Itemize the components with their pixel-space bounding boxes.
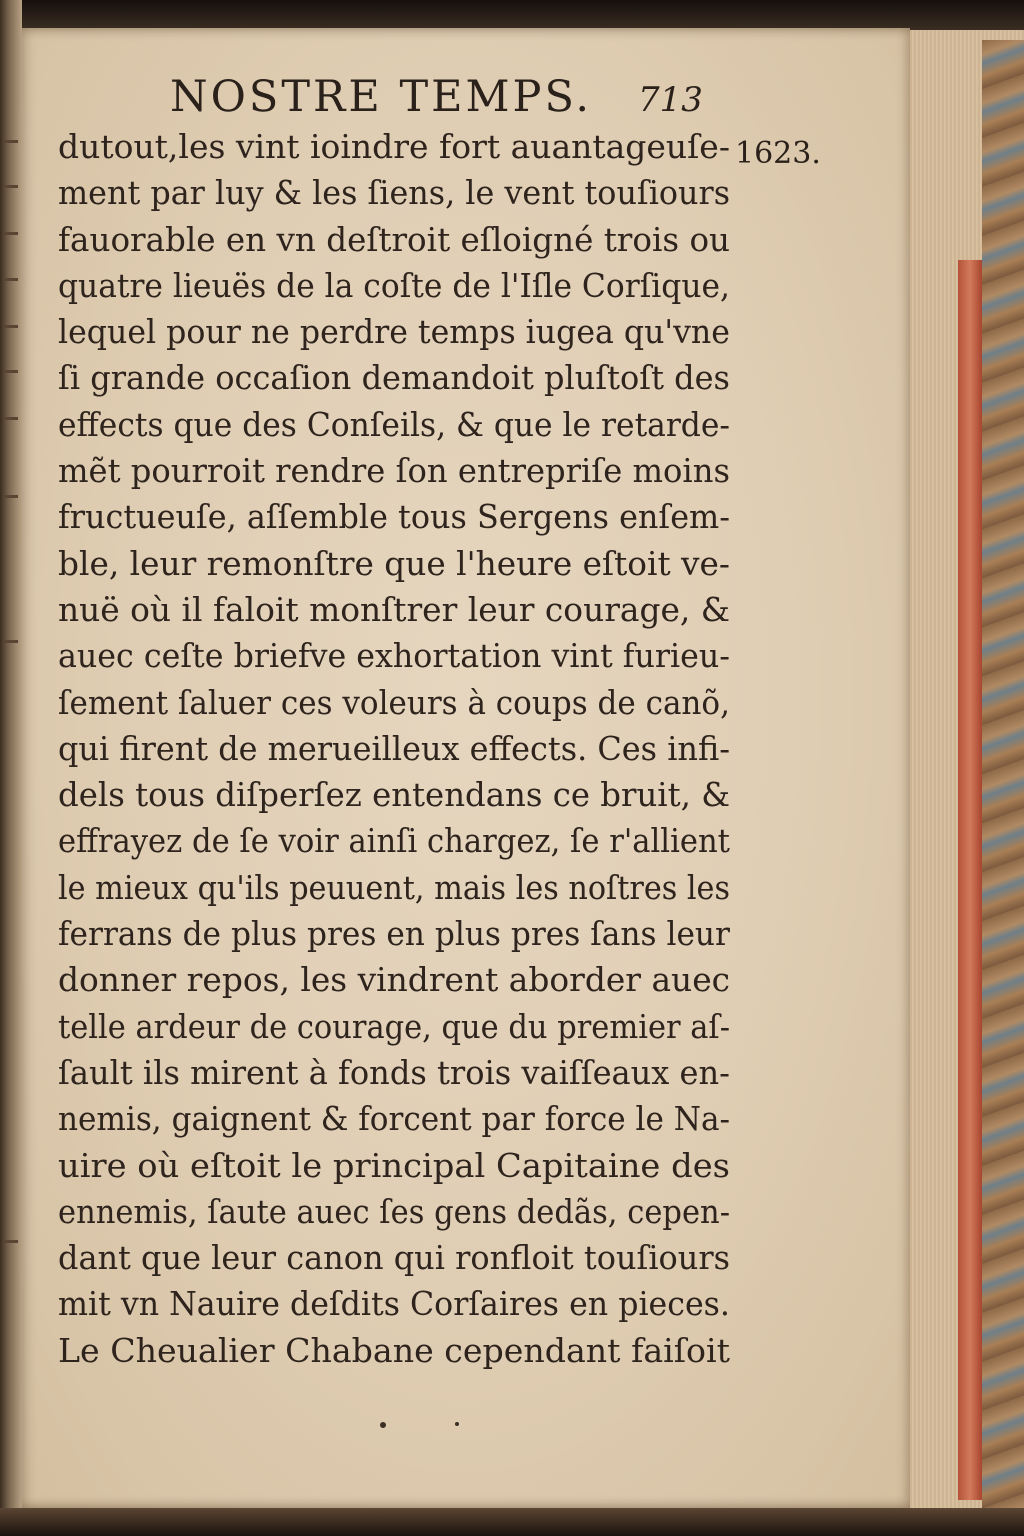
text-line-content: lequel pour ne perdre temps iugea qu'vne <box>58 312 730 352</box>
text-line-content: ble, leur remonſtre que l'heure eſtoit ve- <box>58 543 730 583</box>
text-line <box>58 541 738 587</box>
bottom-shadow <box>0 1508 1024 1536</box>
text-line-content: telle ardeur de courage, que du premier aſ- <box>58 1006 731 1046</box>
ink-speck <box>380 1422 386 1428</box>
sewing-mark <box>4 417 18 420</box>
text-line <box>58 1004 738 1050</box>
text-line-content: ennemis, ſaute auec ſes gens dedãs, cepen- <box>58 1191 731 1231</box>
text-line <box>58 402 738 448</box>
top-shadow <box>0 0 1024 30</box>
text-line-content: ſement ſaluer ces voleurs à coups de canõ, <box>58 682 730 722</box>
text-line-content: qui firent de merueilleux effects. Ces infi- <box>58 728 731 768</box>
sewing-mark <box>4 370 18 373</box>
text-line <box>58 217 738 263</box>
text-line-content: donner repos, les vindrent aborder auec <box>58 960 731 1000</box>
text-line <box>58 726 738 772</box>
sewing-mark <box>4 232 18 235</box>
text-line <box>58 1050 738 1096</box>
text-line-content: mẽt pourroit rendre ſon entrepriſe moins <box>58 451 730 491</box>
text-line-content: Le Cheualier Chabane cependant faiſoit <box>58 1330 730 1370</box>
sewing-mark <box>4 185 18 188</box>
text-line <box>58 957 738 1003</box>
text-line <box>58 448 738 494</box>
ink-speck <box>455 1422 459 1426</box>
text-line-content: auec ceſte briefve exhortation vint furieu- <box>58 636 730 676</box>
running-head <box>170 72 730 122</box>
text-line-content: effects que des Conſeils, & que le retarde- <box>58 404 730 444</box>
text-line-content: mit vn Nauire deſdits Corſaires en pieces. <box>58 1284 730 1324</box>
text-line <box>58 1281 738 1327</box>
sewing-mark <box>4 640 18 643</box>
sewing-mark <box>4 495 18 498</box>
text-line <box>58 494 738 540</box>
text-line <box>58 170 738 216</box>
body-text <box>58 124 738 1374</box>
text-line <box>58 1328 738 1374</box>
text-line-content: quatre lieuës de la coſte de l'Iſle Corſique, <box>58 265 730 305</box>
text-line-content: effrayez de ſe voir ainſi chargez, ſe r'allient <box>58 821 730 861</box>
page-number: 713 <box>638 80 703 120</box>
book-cover-edge <box>982 40 1024 1510</box>
text-line <box>58 263 738 309</box>
text-line <box>58 633 738 679</box>
text-line-content: ment par luy & les ſiens, le vent touſiours <box>58 173 731 213</box>
binding-gutter <box>0 0 22 1536</box>
text-line <box>58 772 738 818</box>
text-line-content: dutout,les vint ioindre fort auantageuſe- <box>58 127 730 166</box>
sewing-mark <box>4 1240 18 1243</box>
sewing-mark <box>4 325 18 328</box>
text-line <box>58 818 738 864</box>
text-line-content: dant que leur canon qui ronfloit touſiours <box>58 1238 731 1278</box>
sewing-mark <box>4 278 18 281</box>
text-line <box>58 1189 738 1235</box>
text-line-content: fructueuſe, aſſemble tous Sergens enſem- <box>58 497 731 537</box>
text-line-content: uire où eſtoit le principal Capitaine des <box>58 1145 730 1185</box>
text-line <box>58 1143 738 1189</box>
running-head-title: NOSTRE TEMPS. <box>170 72 593 122</box>
text-line-content: ſault ils mirent à fonds trois vaiſſeaux en- <box>58 1052 731 1092</box>
text-line <box>58 1096 738 1142</box>
text-line-content: le mieux qu'ils peuuent, mais les noſtres les <box>58 867 730 907</box>
text-line <box>58 680 738 726</box>
sewing-mark <box>4 140 18 143</box>
red-edge-stain <box>958 260 982 1500</box>
text-line-content: ferrans de plus pres en plus pres ſans leur <box>58 914 730 954</box>
text-line-content: dels tous diſperſez entendans ce bruit, & <box>58 775 731 815</box>
text-line <box>58 309 738 355</box>
text-line <box>58 355 738 401</box>
text-line <box>58 124 738 170</box>
text-line-content: fauorable en vn deſtroit eſloigné trois ou <box>58 219 731 259</box>
text-line <box>58 1235 738 1281</box>
text-line-content: ſi grande occaſion demandoit pluſtoſt des <box>58 358 730 398</box>
text-line-content: nemis, gaignent & forcent par force le Na- <box>58 1099 731 1139</box>
marginal-year-note: 1623. <box>735 136 821 171</box>
text-line <box>58 865 738 911</box>
text-line <box>58 587 738 633</box>
text-line-content: nuë où il faloit monſtrer leur courage, & <box>58 589 731 629</box>
text-line <box>58 911 738 957</box>
